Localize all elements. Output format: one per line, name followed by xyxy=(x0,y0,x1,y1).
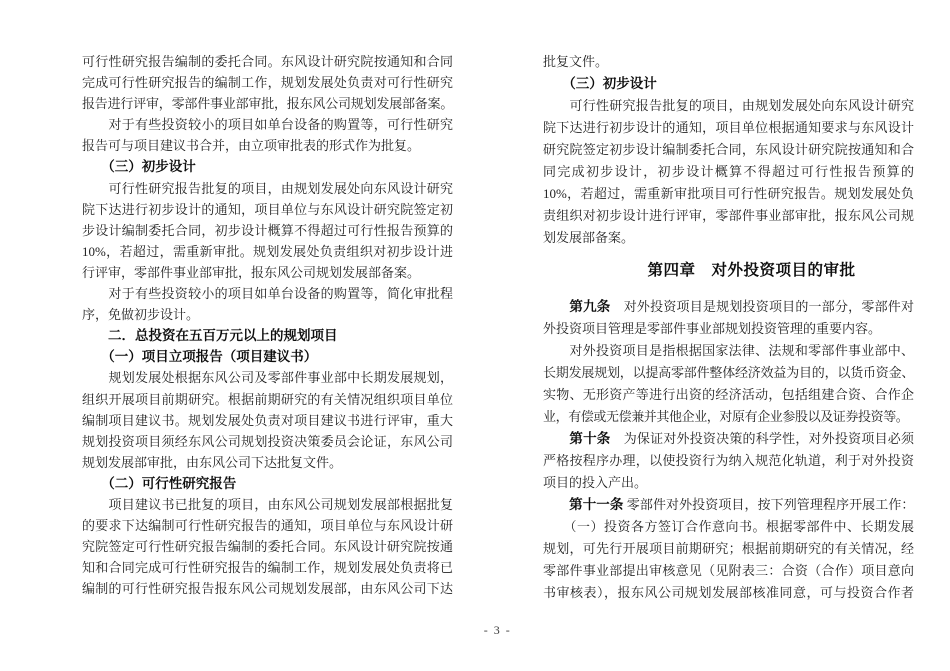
text-line xyxy=(82,346,453,367)
body-text: 业，有偿或无偿兼并其他企业，对原有企业参股以及证券投资等。 xyxy=(543,409,909,424)
text-line xyxy=(543,227,914,249)
bold-text: （一）项目立项报告（项目建议书） xyxy=(108,349,318,365)
text-line xyxy=(543,362,914,384)
right-text-column xyxy=(543,51,914,604)
text-line xyxy=(82,135,453,156)
text-line xyxy=(543,516,914,538)
text-line xyxy=(82,283,453,304)
text-line xyxy=(82,93,453,114)
body-text: 规划发展部审批，由东风公司下达批复文件。 xyxy=(82,454,343,470)
body-text: 院下达进行初步设计的通知，项目单位与东风设计研究院签定初 xyxy=(82,201,453,217)
body-text: 编制项目建议书。规划发展处负责对项目建议书进行评审，重大 xyxy=(82,412,453,428)
body-text xyxy=(82,349,108,364)
body-text: 知和合同完成可行性研究报告的编制工作，规划发展处负责将已 xyxy=(82,560,453,576)
body-text: 对于有些投资较小的项目如单台设备的购置等，可行性研究 xyxy=(82,117,453,133)
text-line xyxy=(82,473,453,494)
body-text: 划发展部备案。 xyxy=(543,230,635,245)
body-text: 规划投资项目须经东风公司规划投资决策委员会论证，东风公司 xyxy=(82,433,453,449)
body-text xyxy=(82,159,108,174)
body-text: 对外投资项目是指根据国家法律、法规和零部件事业部中、 xyxy=(543,343,914,358)
bold-text: 第四章 对外投资项目的审批 xyxy=(647,262,856,279)
body-text: 10%，若超过，需重新审批项目可行性研究报告。规划发展处负 xyxy=(543,186,914,201)
body-text: 长期发展规划，以提高零部件整体经济效益为目的，以货币资金、 xyxy=(543,365,914,380)
text-line xyxy=(543,494,914,516)
chapter-heading xyxy=(543,260,914,282)
page-number: - 3 - xyxy=(483,623,512,637)
body-text xyxy=(543,431,569,446)
text-line xyxy=(82,262,453,283)
text-line xyxy=(82,114,453,135)
text-line xyxy=(82,72,453,93)
body-text xyxy=(543,299,569,314)
body-text: 报告可与项目建议书合并，由立项审批表的形式作为批复。 xyxy=(82,138,421,154)
text-line xyxy=(82,494,453,515)
left-text-column xyxy=(82,51,453,599)
body-text: 序，免做初步设计。 xyxy=(82,307,200,323)
bold-text: 第十条 xyxy=(569,431,611,446)
body-text: 完成可行性研究报告的编制工作，规划发展处负责对可行性研究 xyxy=(82,75,453,91)
text-line xyxy=(543,384,914,406)
body-text: 责组织对初步设计进行评审，零部件事业部审批，报东风公司规 xyxy=(543,208,914,223)
body-text: 可行性研究报告批复的项目，由规划发展处向东风设计研究 xyxy=(82,180,453,196)
text-line xyxy=(82,578,453,599)
body-text xyxy=(543,497,569,512)
text-line xyxy=(82,557,453,578)
text-line xyxy=(543,205,914,227)
text-line xyxy=(82,410,453,431)
text-line xyxy=(543,51,914,73)
body-text: 报告进行评审，零部件事业部审批，报东风公司规划发展部备案。 xyxy=(82,96,453,112)
text-line xyxy=(82,156,453,177)
text-line xyxy=(82,431,453,452)
body-text: 可行性研究报告批复的项目，由规划发展处向东风设计研究 xyxy=(543,98,914,113)
body-text: 行评审，零部件事业部审批，报东风公司规划发展部备案。 xyxy=(82,264,421,280)
bold-text: （三）初步设计 xyxy=(108,159,196,175)
body-text: 项目建议书已批复的项目，由东风公司规划发展部根据批复 xyxy=(82,496,453,512)
body-text: 为保证对外投资决策的科学性，对外投资项目必须 xyxy=(610,431,914,446)
body-text: 规划发展处根据东风公司及零部件事业部中长期发展规划， xyxy=(82,370,453,386)
text-line xyxy=(82,220,453,241)
bold-text: （三）初步设计 xyxy=(569,76,657,91)
text-line xyxy=(543,560,914,582)
body-text: 可行性研究报告编制的委托合同。东风设计研究院按通知和合同 xyxy=(82,54,453,69)
text-line xyxy=(82,367,453,388)
text-line xyxy=(543,161,914,183)
text-line xyxy=(543,139,914,161)
text-line xyxy=(543,582,914,604)
body-text: 书审核表），报东风公司规划发展部核准同意，可与投资合作者 xyxy=(543,585,914,600)
body-text: 对于有些投资较小的项目如单台设备的购置等，简化审批程 xyxy=(82,286,453,302)
body-text: 规划，可先行开展项目前期研究；根据前期研究的有关情况，经 xyxy=(543,541,914,556)
body-text: 严格按程序办理，以使投资行为纳入规范化轨道，利于对外投资 xyxy=(543,453,914,468)
text-line xyxy=(543,428,914,450)
body-text: （一）投资各方签订合作意向书。根据零部件中、长期发展 xyxy=(543,519,914,534)
text-line xyxy=(82,178,453,199)
text-line xyxy=(543,472,914,494)
text-line xyxy=(82,515,453,536)
text-line xyxy=(543,117,914,139)
text-line xyxy=(82,241,453,262)
text-line xyxy=(82,199,453,220)
body-text: 步设计编制委托合同，初步设计概算不得超过可行性报告预算的 xyxy=(82,222,453,238)
body-text: 对外投资项目是规划投资项目的一部分，零部件对 xyxy=(610,299,914,314)
text-line xyxy=(543,450,914,472)
body-text: 零部件对外投资项目，按下列管理程序开展工作： xyxy=(623,497,914,512)
text-line xyxy=(82,536,453,557)
text-line xyxy=(543,296,914,318)
text-line xyxy=(543,183,914,205)
text-line xyxy=(543,340,914,362)
body-text xyxy=(543,76,569,91)
bold-text: 第十一条 xyxy=(569,497,624,512)
body-text: 项目的投入产出。 xyxy=(543,475,648,490)
body-text: 编制的可行性研究报告报东风公司规划发展部，由东风公司下达 xyxy=(82,581,453,597)
bold-text: （二）可行性研究报告 xyxy=(108,475,237,491)
text-line xyxy=(543,318,914,340)
text-line xyxy=(82,389,453,410)
text-line xyxy=(543,406,914,428)
text-line xyxy=(82,325,453,346)
body-text: 研究院签定初步设计编制委托合同，东风设计研究院按通知和合 xyxy=(543,142,914,157)
body-text: 院下达进行初步设计的通知，项目单位根据通知要求与东风设计 xyxy=(543,120,914,135)
body-text: 外投资项目管理是零部件事业部规划投资管理的重要内容。 xyxy=(543,321,882,336)
body-text: 实物、无形资产等进行出资的经济活动，包括组建合资、合作企 xyxy=(543,387,914,402)
body-text xyxy=(82,328,108,343)
body-text: 究院签定可行性研究报告编制的委托合同。东风设计研究院按通 xyxy=(82,539,453,555)
body-text: 同完成初步设计，初步设计概算不得超过可行性报告预算的 xyxy=(543,164,914,179)
body-text: 的要求下达编制可行性研究报告的通知，项目单位与东风设计研 xyxy=(82,518,453,534)
bold-text: 二．总投资在五百万元以上的规划项目 xyxy=(108,328,338,344)
text-line xyxy=(543,95,914,117)
body-text: 10%，若超过，需重新审批。规划发展处负责组织对初步设计进 xyxy=(82,243,453,259)
body-text: 零部件事业部提出审核意见（见附表三：合资（合作）项目意向 xyxy=(543,563,914,578)
text-line xyxy=(82,452,453,473)
body-text: 批复文件。 xyxy=(543,54,609,69)
text-line xyxy=(543,538,914,560)
body-text xyxy=(82,476,108,491)
text-line xyxy=(82,304,453,325)
bold-text: 第九条 xyxy=(569,299,611,314)
body-text: 组织开展项目前期研究。根据前期研究的有关情况组织项目单位 xyxy=(82,391,453,407)
text-line xyxy=(82,51,453,72)
text-line xyxy=(543,73,914,95)
